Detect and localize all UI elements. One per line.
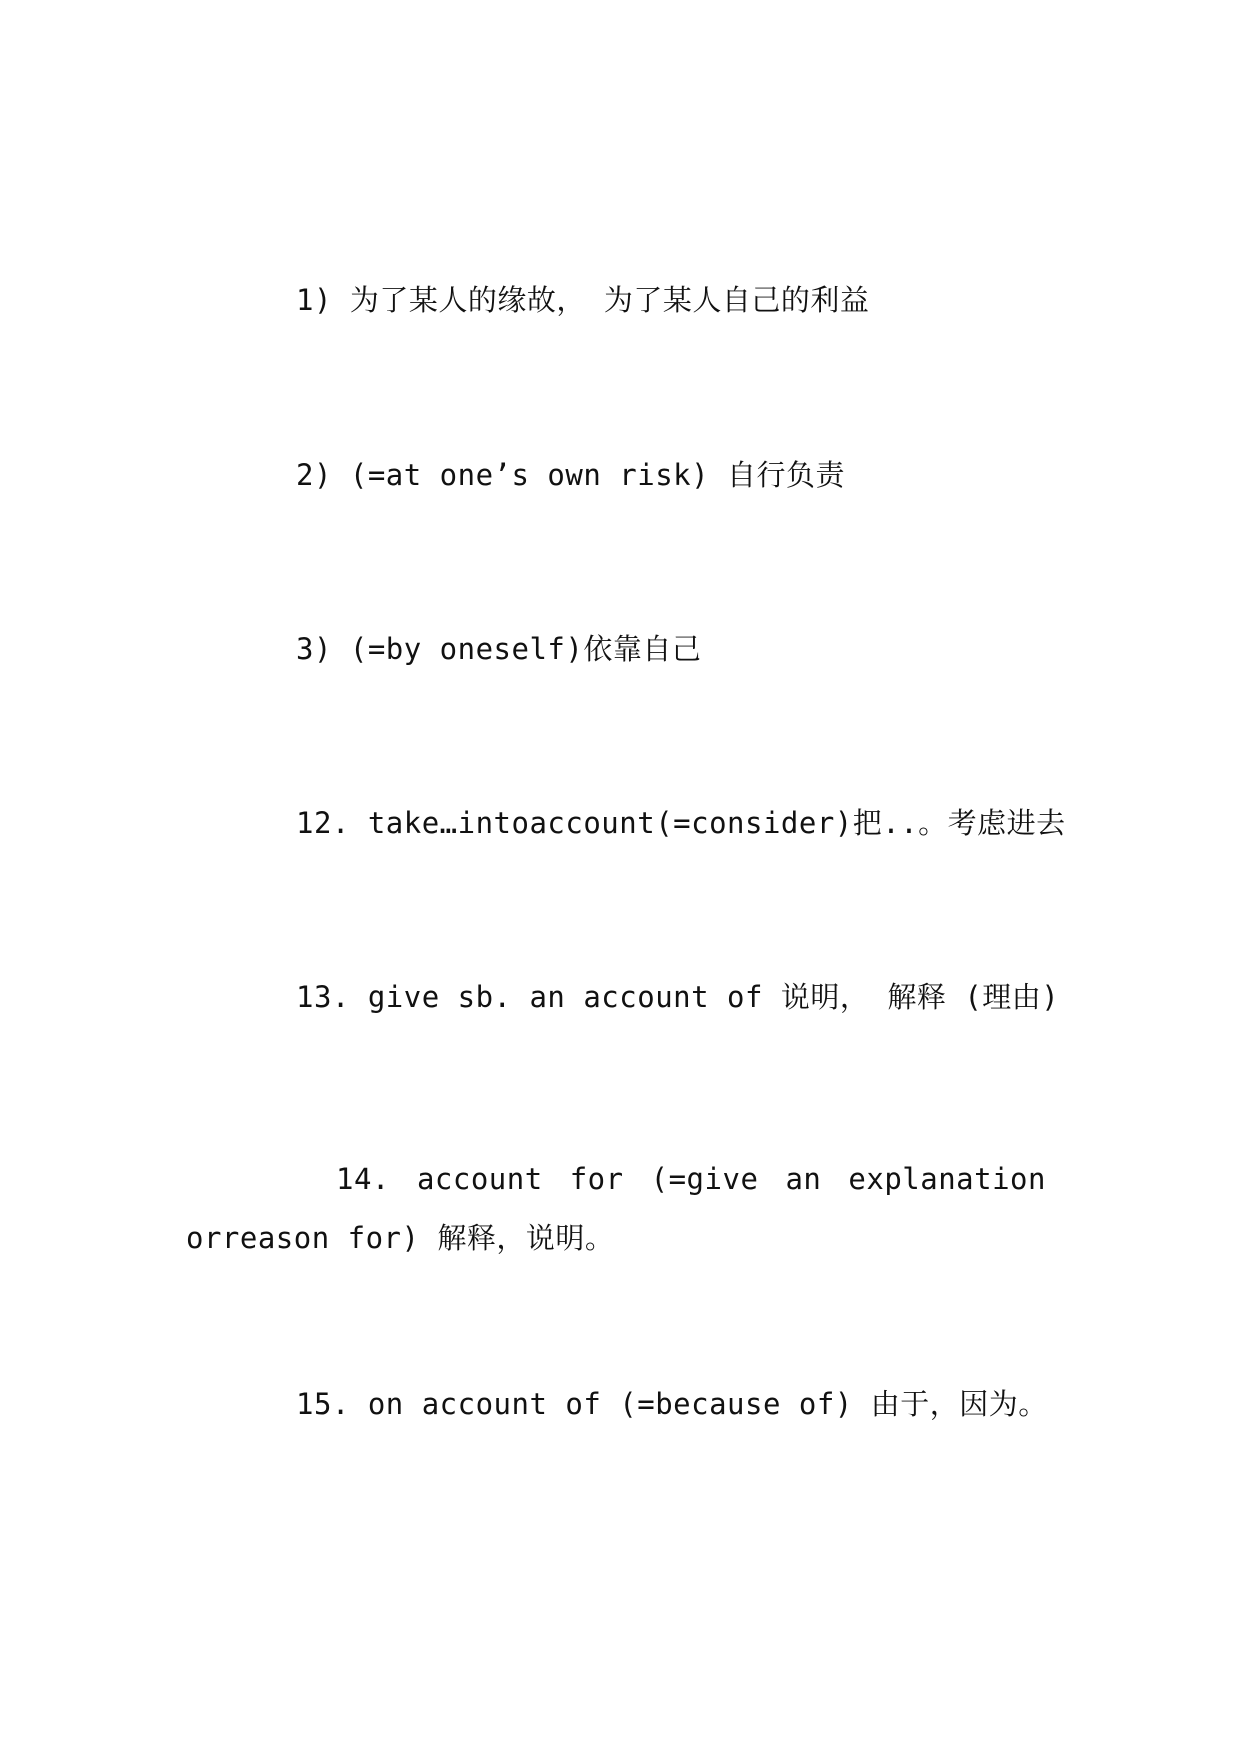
item-14-word: for [569,1162,624,1196]
item-14-word: (=give [650,1162,759,1196]
line-item-12: 12. take…intoaccount(=consider)把..。考虑进去 [296,806,1066,840]
item-14-word: an [785,1162,822,1196]
line-item-13: 13. give sb. an account of 说明， 解释 (理由) [296,980,1060,1014]
paragraph-item-14-continuation: orreason for) 解释，说明。 [186,1221,615,1255]
paragraph-item-14 [186,1150,1046,1268]
paragraph-item-14-first-row [186,1150,1046,1209]
line-item-1: 1) 为了某人的缘故， 为了某人自己的利益 [296,283,870,317]
item-14-word: 14. [336,1162,390,1196]
item-14-word: explanation [848,1162,1046,1196]
line-item-2: 2) (=at one’s own risk) 自行负责 [296,458,846,492]
line-item-3: 3) (=by oneself)依靠自己 [296,632,702,666]
line-item-15: 15. on account of (=because of) 由于，因为。 [296,1387,1048,1421]
item-14-word: account [416,1162,543,1196]
